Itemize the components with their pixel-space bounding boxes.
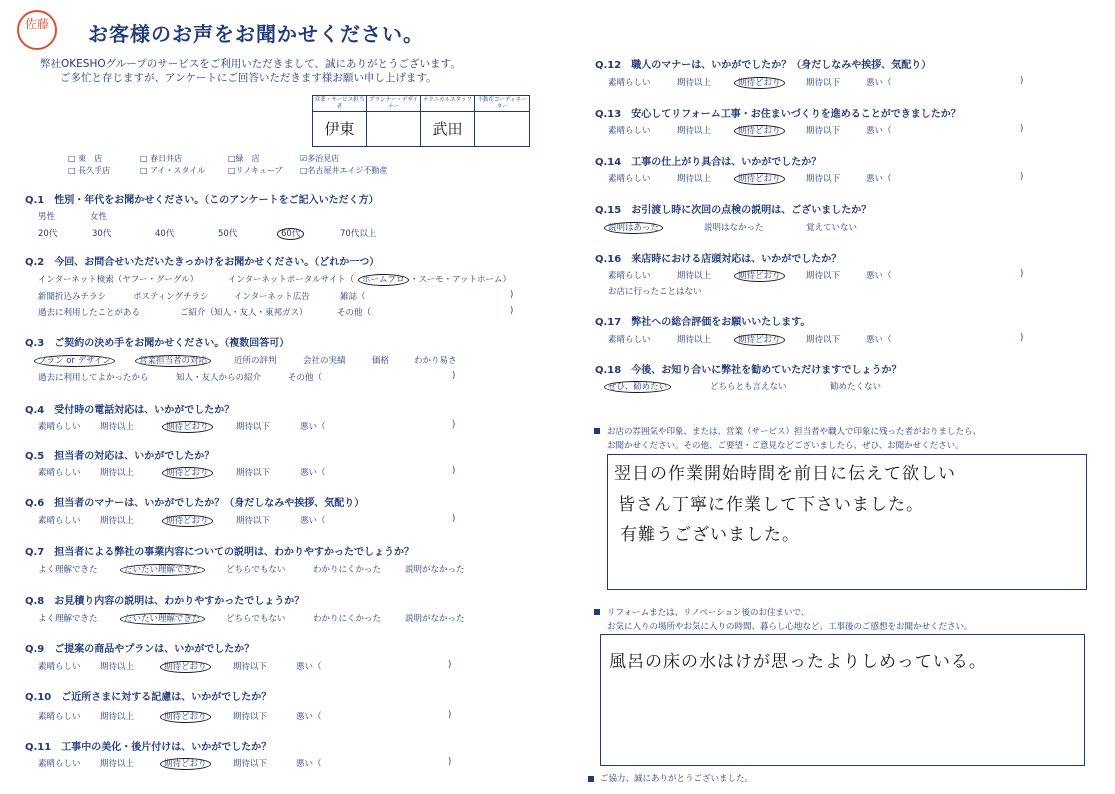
- q12-option[interactable]: 期待以下: [806, 78, 841, 88]
- staff-header-sales: 営業・サービス担当者: [313, 96, 367, 112]
- q6-option[interactable]: 素晴らしい: [38, 516, 81, 526]
- q2-option[interactable]: インターネット検索（ヤフー・グーグル）: [38, 275, 199, 285]
- staff-value-planner: [367, 112, 421, 146]
- q11-option[interactable]: 期待以下: [233, 759, 268, 769]
- comment2-handwriting-line1: 風呂の床の水はけが思ったよりしめっている。: [609, 652, 987, 672]
- q8-selected[interactable]: だいたい理解できた: [120, 613, 205, 625]
- q12-option[interactable]: 期待以上: [677, 78, 712, 88]
- q2-option[interactable]: 雑誌（: [340, 292, 366, 302]
- q12-selected[interactable]: 期待どおり: [734, 77, 785, 89]
- staff-value-technical: 武田: [421, 112, 475, 146]
- q14-option[interactable]: 期待以上: [677, 174, 712, 184]
- q9-option[interactable]: 素晴らしい: [38, 662, 81, 672]
- question-18: Q.18 今後、お知り合いに弊社を勧めていただけますでしょうか？: [595, 361, 902, 376]
- q7-option[interactable]: 説明がなかった: [405, 565, 465, 575]
- question-12: Q.12 職人のマナーは、いかがでしたか？（身だしなみや挨拶、気配り）: [595, 56, 931, 71]
- comment1-handwriting-line3: 有難うございました。: [620, 525, 800, 545]
- q2-option[interactable]: インターネットポータルサイト（: [228, 275, 355, 285]
- q10-option[interactable]: 悪い（: [296, 712, 322, 722]
- q10-option[interactable]: 素晴らしい: [38, 712, 81, 722]
- q3-option[interactable]: その他（: [288, 373, 323, 383]
- q12-close-paren: ): [1020, 76, 1024, 86]
- q9-option[interactable]: 期待以下: [233, 662, 268, 672]
- q16-option[interactable]: 悪い（: [866, 271, 892, 281]
- question-5: Q.5 担当者の対応は、いかがでしたか？: [25, 447, 214, 462]
- question-13: Q.13 安心してリフォーム工事・お住まいづくりを進めることができましたか？: [595, 105, 961, 120]
- q4-option[interactable]: 期待以下: [236, 422, 271, 432]
- q1-age-option[interactable]: 20代: [38, 229, 58, 239]
- q5-selected[interactable]: 期待どおり: [162, 467, 213, 479]
- store-option[interactable]: □名古屋井エイジ不動産: [300, 166, 388, 175]
- q5-close-paren: ): [452, 466, 456, 476]
- q6-option[interactable]: 期待以下: [236, 516, 271, 526]
- q3-option[interactable]: わかり易さ: [414, 356, 457, 366]
- staff-header-planner: プランナー・デザイナー: [367, 96, 421, 112]
- q6-selected[interactable]: 期待どおり: [162, 515, 213, 527]
- comment1-prompt-line2: お聞かせください。その他、ご要望・ご意見などございましたら、ぜひ、お聞かせください。: [607, 441, 964, 451]
- q13-selected[interactable]: 期待どおり: [734, 125, 785, 137]
- store-option[interactable]: □リノキューブ: [228, 166, 283, 175]
- staff-header-technical: テクニカルスタッフ: [421, 96, 475, 112]
- q17-option[interactable]: 期待以上: [677, 335, 712, 345]
- q14-option[interactable]: 期待以下: [806, 174, 841, 184]
- q3-option[interactable]: 価格: [372, 356, 390, 366]
- q7-selected[interactable]: だいたい理解できた: [120, 564, 205, 576]
- q13-option[interactable]: 期待以上: [677, 126, 712, 136]
- q14-option[interactable]: 素晴らしい: [608, 174, 651, 184]
- comment1-textarea[interactable]: [607, 454, 1087, 590]
- question-1: Q.1 性別・年代をお聞かせください。（このアンケートをご記入いただく方）: [25, 191, 379, 206]
- store-option[interactable]: □ 長久手店: [68, 166, 111, 175]
- q5-option[interactable]: 素晴らしい: [38, 468, 81, 478]
- q18-selected[interactable]: ぜひ、勧めたい: [604, 381, 671, 393]
- q5-option[interactable]: 期待以下: [236, 468, 271, 478]
- q8-option[interactable]: どちらでもない: [226, 614, 286, 624]
- q3-option[interactable]: 知人・友人からの紹介: [176, 373, 262, 383]
- store-option[interactable]: □緑 店: [228, 154, 260, 163]
- q13-close-paren: ): [1020, 124, 1024, 134]
- question-3: Q.3 ご契約の決め手をお聞かせください。（複数回答可）: [25, 334, 289, 349]
- q16-option[interactable]: お店に行ったことはない: [608, 287, 702, 297]
- q11-option[interactable]: 素晴らしい: [38, 759, 81, 769]
- thanks-text: ご協力、誠にありがとうございました。: [600, 774, 754, 784]
- q15-selected[interactable]: 説明はあった: [604, 222, 663, 234]
- q6-close-paren: ): [452, 514, 456, 524]
- q3-option[interactable]: 近所の評判: [234, 356, 277, 366]
- q4-option[interactable]: 悪い（: [300, 422, 326, 432]
- q1-age-option[interactable]: 50代: [218, 229, 238, 239]
- section-marker: [594, 609, 600, 615]
- q15-option[interactable]: 覚えていない: [806, 223, 858, 233]
- q14-selected[interactable]: 期待どおり: [734, 173, 785, 185]
- q4-option[interactable]: 素晴らしい: [38, 422, 81, 432]
- q13-option[interactable]: 素晴らしい: [608, 126, 651, 136]
- q16-selected[interactable]: 期待どおり: [734, 270, 785, 282]
- question-14: Q.14 工事の仕上がり具合は、いかがでしたか？: [595, 153, 821, 168]
- page-title: お客様のお声をお聞かせください。: [88, 22, 424, 46]
- question-17: Q.17 弊社への総合評価をお願いいたします。: [595, 313, 810, 328]
- q2-option[interactable]: 過去に利用したことがある: [38, 308, 141, 318]
- q3-selected[interactable]: 営業担当者の対応: [135, 355, 211, 367]
- q14-close-paren: ): [1020, 172, 1024, 182]
- comment1-prompt-line1: お店の雰囲気や印象、または、営業（サービス）担当者や職人で印象に残った者がおりましたら、: [607, 427, 982, 437]
- q13-option[interactable]: 悪い（: [866, 126, 892, 136]
- q1-age-option[interactable]: 30代: [92, 229, 112, 239]
- q17-close-paren: ): [1020, 333, 1024, 343]
- staff-header-realestate: 不動産コーディネーター: [475, 96, 529, 112]
- q15-option[interactable]: 説明はなかった: [704, 223, 764, 233]
- q1-gender-option[interactable]: 女性: [90, 212, 108, 222]
- question-10: Q.10 ご近所さまに対する記慮は、いかがでしたか？: [25, 688, 271, 703]
- q18-option[interactable]: 勧めたくない: [830, 382, 882, 392]
- q1-age-selected[interactable]: 60代: [277, 228, 304, 240]
- q17-selected[interactable]: 期待どおり: [734, 334, 785, 346]
- question-11: Q.11 工事中の美化・後片付けは、いかがでしたか？: [25, 738, 271, 753]
- question-2: Q.2 今回、お問合せいただいたきっかけをお聞かせください。（どれか一つ）: [25, 253, 379, 268]
- q17-option[interactable]: 悪い（: [866, 335, 892, 345]
- q8-option[interactable]: わかりにくかった: [313, 614, 382, 624]
- q10-selected[interactable]: 期待どおり: [160, 711, 211, 723]
- comment2-textarea[interactable]: [600, 634, 1085, 766]
- question-6: Q.6 担当者のマナーは、いかがでしたか？（身だしなみや挨拶、気配り）: [25, 494, 364, 509]
- q7-option[interactable]: どちらでもない: [226, 565, 286, 575]
- q18-option[interactable]: どちらとも言えない: [710, 382, 787, 392]
- q16-option[interactable]: 期待以上: [677, 271, 712, 281]
- q16-option[interactable]: 期待以下: [806, 271, 841, 281]
- staff-table: [312, 95, 530, 147]
- q5-option[interactable]: 悪い（: [300, 468, 326, 478]
- q11-close-paren: ): [448, 757, 452, 767]
- intro-line-1: 弊社OKESHOグループのサービスをご利用いただきまして、誠にありがとうございます。: [40, 58, 461, 70]
- q2-option[interactable]: その他（: [337, 308, 372, 318]
- q10-option[interactable]: 期待以下: [233, 712, 268, 722]
- q10-option[interactable]: 期待以上: [100, 712, 135, 722]
- intro-line-2: ご多忙と存じますが、アンケートにご回答いただきます様お願い申し上げます。: [60, 72, 437, 84]
- comment1-handwriting-line2: 皆さん丁寧に作業して下さいました。: [618, 495, 924, 515]
- q3-close-paren: ): [452, 371, 456, 381]
- q13-option[interactable]: 期待以下: [806, 126, 841, 136]
- q11-selected[interactable]: 期待どおり: [160, 758, 211, 770]
- q3-option[interactable]: 過去に利用してよかったから: [38, 373, 149, 383]
- q4-option[interactable]: 期待以上: [100, 422, 135, 432]
- q9-option[interactable]: 悪い（: [296, 662, 322, 672]
- q1-age-option[interactable]: 40代: [155, 229, 175, 239]
- q17-option[interactable]: 素晴らしい: [608, 335, 651, 345]
- q3-option[interactable]: 会社の実績: [303, 356, 346, 366]
- q2-option[interactable]: ポスティングチラシ: [133, 292, 209, 302]
- q8-option[interactable]: よく理解できた: [38, 614, 98, 624]
- q1-gender-option[interactable]: 男性: [38, 212, 56, 222]
- question-4: Q.4 受付時の電話対応は、いかがでしたか？: [25, 401, 234, 416]
- q14-option[interactable]: 悪い（: [866, 174, 892, 184]
- q17-option[interactable]: 期待以下: [806, 335, 841, 345]
- q1-age-option[interactable]: 70代以上: [340, 229, 377, 239]
- store-option[interactable]: ☑多治見店: [300, 154, 340, 163]
- q16-close-paren: ): [1020, 269, 1024, 279]
- q12-option[interactable]: 素晴らしい: [608, 78, 651, 88]
- q6-option[interactable]: 悪い（: [300, 516, 326, 526]
- staff-value-sales: 伊東: [313, 112, 367, 146]
- q10-close-paren: ): [448, 710, 452, 720]
- q11-option[interactable]: 悪い（: [296, 759, 322, 769]
- q9-close-paren: ): [448, 660, 452, 670]
- section-marker: [594, 428, 600, 434]
- q5-option[interactable]: 期待以上: [100, 468, 135, 478]
- store-option[interactable]: □ 東 店: [68, 154, 103, 163]
- section-marker: [588, 776, 594, 782]
- q4-close-paren: ): [452, 420, 456, 430]
- q2-close-paren: ): [510, 306, 514, 316]
- q6-option[interactable]: 期待以上: [100, 516, 135, 526]
- q3-selected[interactable]: プラン or デザイン: [34, 355, 115, 367]
- staff-value-realestate: [475, 112, 529, 146]
- store-option[interactable]: □ 春日井店: [140, 154, 183, 163]
- q7-option[interactable]: わかりにくかった: [313, 565, 382, 575]
- store-option[interactable]: □ アイ・スタイル: [140, 166, 206, 175]
- question-9: Q.9 ご提案の商品やプランは、いかがでしたか？: [25, 640, 254, 655]
- q16-option[interactable]: 素晴らしい: [608, 271, 651, 281]
- question-7: Q.7 担当者による弊社の事業内容についての説明は、わかりやすかったでしょうか？: [25, 543, 414, 558]
- q2-option[interactable]: ・スーモ・アットホーム）: [410, 275, 511, 285]
- question-16: Q.16 来店時における店頭対応は、いかがでしたか？: [595, 250, 841, 265]
- q8-option[interactable]: 説明がなかった: [405, 614, 465, 624]
- question-8: Q.8 お見積り内容の説明は、わかりやすかったでしょうか？: [25, 592, 304, 607]
- comment2-prompt-line1: リフォームまたは、リノベーション後のお住まいで、: [607, 608, 810, 618]
- q2-option[interactable]: 新聞折込みチラシ: [38, 292, 107, 302]
- q2-close-paren: ): [510, 290, 514, 300]
- comment1-handwriting-line1: 翌日の作業開始時間を前日に伝えて欲しい: [614, 464, 956, 484]
- q9-selected[interactable]: 期待どおり: [160, 661, 211, 673]
- q2-option[interactable]: インターネット広告: [234, 292, 310, 302]
- q12-option[interactable]: 悪い（: [866, 78, 892, 88]
- q4-selected[interactable]: 期待どおり: [162, 421, 213, 433]
- q11-option[interactable]: 期待以上: [100, 759, 135, 769]
- comment2-prompt-line2: お気に入りの場所やお気に入りの時間、暮らし心地など、工事後のご感想をお聞かせください。: [607, 622, 973, 632]
- stamp-seal: 佐藤: [17, 10, 57, 50]
- q9-option[interactable]: 期待以上: [100, 662, 135, 672]
- q2-option[interactable]: ご紹介（知人・友人・東邦ガス）: [180, 308, 308, 318]
- q7-option[interactable]: よく理解できた: [38, 565, 98, 575]
- q2-selected[interactable]: ホームプロ: [358, 274, 409, 286]
- question-15: Q.15 お引渡し時に次回の点検の説明は、ございましたか？: [595, 201, 871, 216]
